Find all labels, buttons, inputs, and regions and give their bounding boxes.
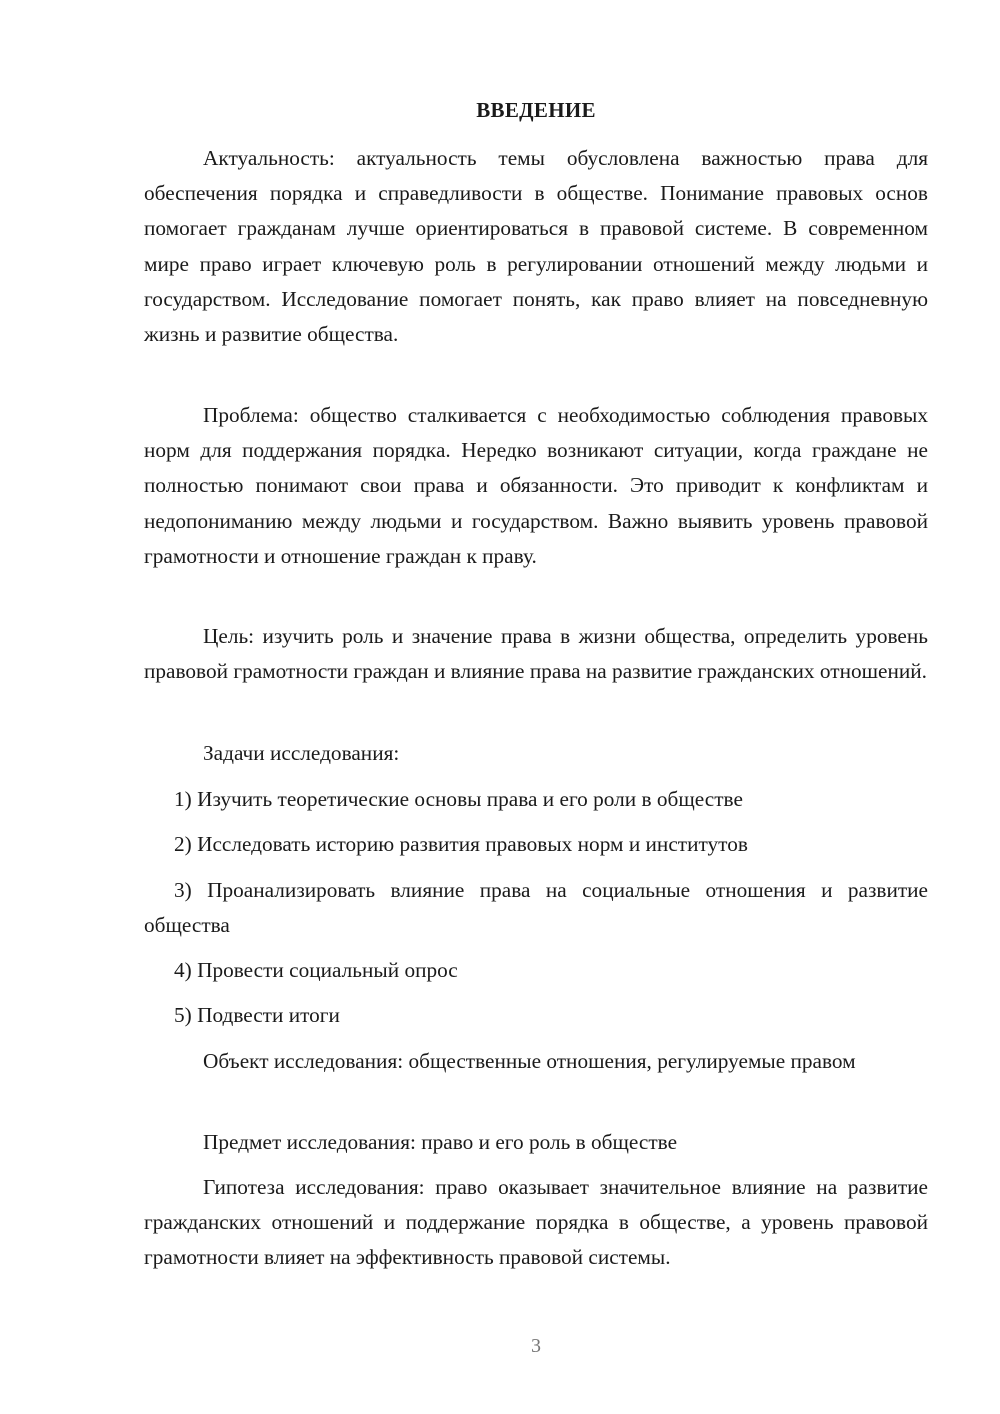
task-item-1: 1) Изучить теоретические основы права и его роли в обществе <box>174 787 743 811</box>
goal-paragraph: Цель: изучить роль и значение права в жизни общества, определить уровень правовой грамотности граждан и влияние права на развитие гражданских отношений. <box>144 624 928 684</box>
hypothesis-paragraph: Гипотеза исследования: право оказывает значительное влияние на развитие гражданских отношений и поддержание порядка в обществе, а уровень правовой грамотности влияет на эффективность правовой системы. <box>144 1175 928 1270</box>
subject-paragraph: Предмет исследования: право и его роль в обществе <box>203 1130 678 1154</box>
page-number: 3 <box>531 1335 541 1357</box>
task-item-3: 3) Проанализировать влияние права на социальные отношения и развитие общества <box>144 878 928 938</box>
task-item-2: 2) Исследовать историю развития правовых норм и институтов <box>174 832 748 856</box>
tasks-heading: Задачи исследования: <box>203 741 400 765</box>
page-title: ВВЕДЕНИЕ <box>476 98 596 122</box>
task-item-5: 5) Подвести итоги <box>174 1003 340 1027</box>
object-paragraph: Объект исследования: общественные отношения, регулируемые правом <box>203 1049 856 1073</box>
problem-paragraph: Проблема: общество сталкивается с необходимостью соблюдения правовых норм для поддержания порядка. Нередко возникают ситуации, когда граждане не полностью понимают свои права и обязанности. Это приводит к конфликтам и недопониманию между людьми и государством. Важно выявить уровень правовой грамотности и отношение граждан к праву. <box>144 403 928 568</box>
task-item-4: 4) Провести социальный опрос <box>174 958 458 982</box>
relevance-paragraph: Актуальность: актуальность темы обусловлена важностью права для обеспечения порядка и справедливости в обществе. Понимание правовых основ помогает гражданам лучше ориентироваться в правовой системе. В современном мире право играет ключевую роль в регулировании отношений между людьми и государством. Исследование помогает понять, как право влияет на повседневную жизнь и развитие общества. <box>144 146 928 347</box>
